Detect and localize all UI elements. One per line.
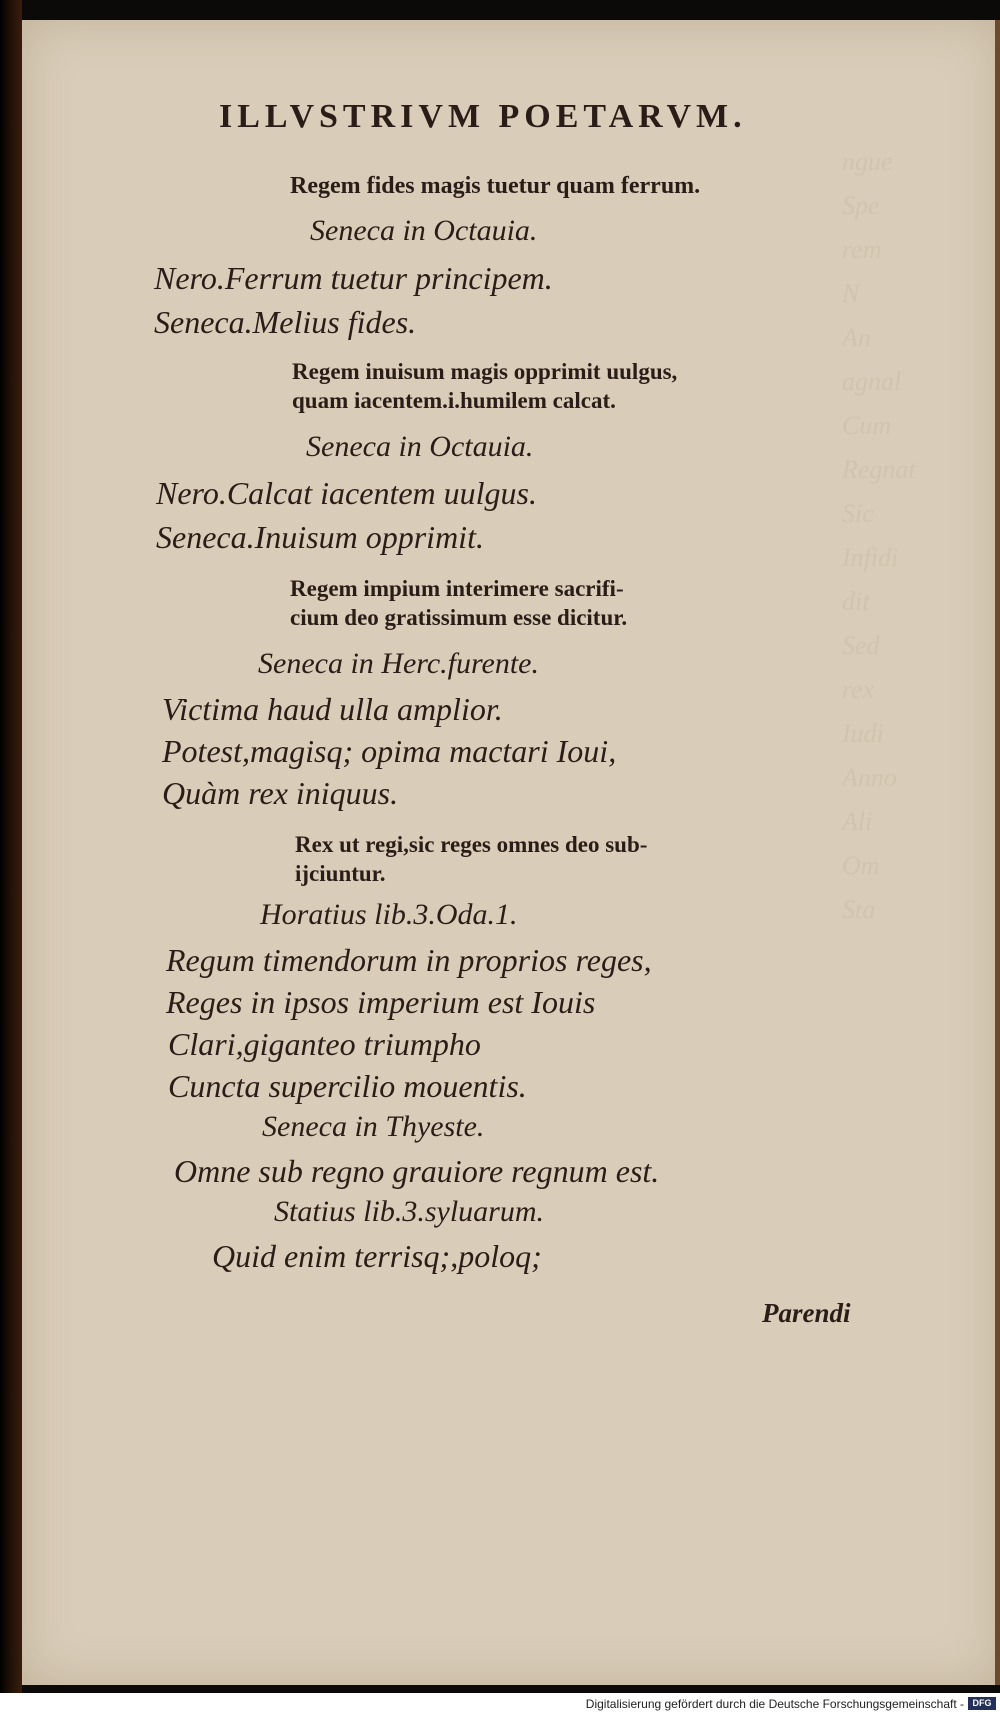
verse-line: Reges in ipsos imperium est Iouis [166,984,596,1020]
running-head: ILLVSTRIVM POETARVM. [219,98,747,135]
source-citation: Horatius lib.3.Oda.1. [260,898,518,931]
verse-line: Regum timendorum in proprios reges, [166,942,652,978]
verse-line: Clari,giganteo triumpho [168,1026,481,1062]
verse-line: Cuncta supercilio mouentis. [168,1068,527,1104]
verse-line: Potest,magisq; opima mactari Ioui, [162,733,617,769]
verse-line: Quàm rex iniquus. [162,775,399,811]
source-citation: Seneca in Octauia. [306,430,534,463]
verse-line: Nero.Ferrum tuetur principem. [154,260,553,296]
source-citation: Statius lib.3.syluarum. [274,1195,545,1228]
verse-line: Nero.Calcat iacentem uulgus. [156,475,537,511]
book-spine-edge [0,0,22,1715]
verse-line: Omne sub regno grauiore regnum est. [174,1153,660,1189]
sentence-line: Rex ut regi,sic reges omnes deo sub- [295,832,648,857]
show-through-text: ngue Spe rem N An agnal Cum Regnat Sic Infidi dit Sed rex Iudi Anno Ali Om Sta [842,147,916,924]
verse-line: Victima haud ulla amplior. [162,691,503,727]
digitization-footer [0,1693,1000,1715]
footer-credit: Digitalisierung gefördert durch die Deutsche Forschungsgemeinschaft - [585,1697,964,1711]
sentence-line: Regem fides magis tuetur quam ferrum. [290,173,701,199]
page-edge-shadow [995,20,1000,1685]
sentence-line: ijciuntur. [295,861,386,886]
source-citation: Seneca in Thyeste. [262,1110,485,1143]
sentence-line: cium deo gratissimum esse dicitur. [290,605,628,630]
source-citation: Seneca in Octauia. [310,214,538,247]
sentence-line: Regem inuisum magis opprimit uulgus, [292,359,678,384]
sentence-line: quam iacentem.i.humilem calcat. [292,388,616,413]
source-citation: Seneca in Herc.furente. [258,647,540,680]
verse-line: Seneca.Melius fides. [154,304,417,340]
sentence-line: Regem impium interimere sacrifi- [290,576,624,601]
catchword: Parendi [762,1298,851,1328]
book-page [22,20,1000,1685]
dfg-logo: DFG [968,1697,996,1710]
verse-line: Quid enim terrisq;,poloq; [212,1238,542,1274]
verse-line: Seneca.Inuisum opprimit. [156,519,484,555]
